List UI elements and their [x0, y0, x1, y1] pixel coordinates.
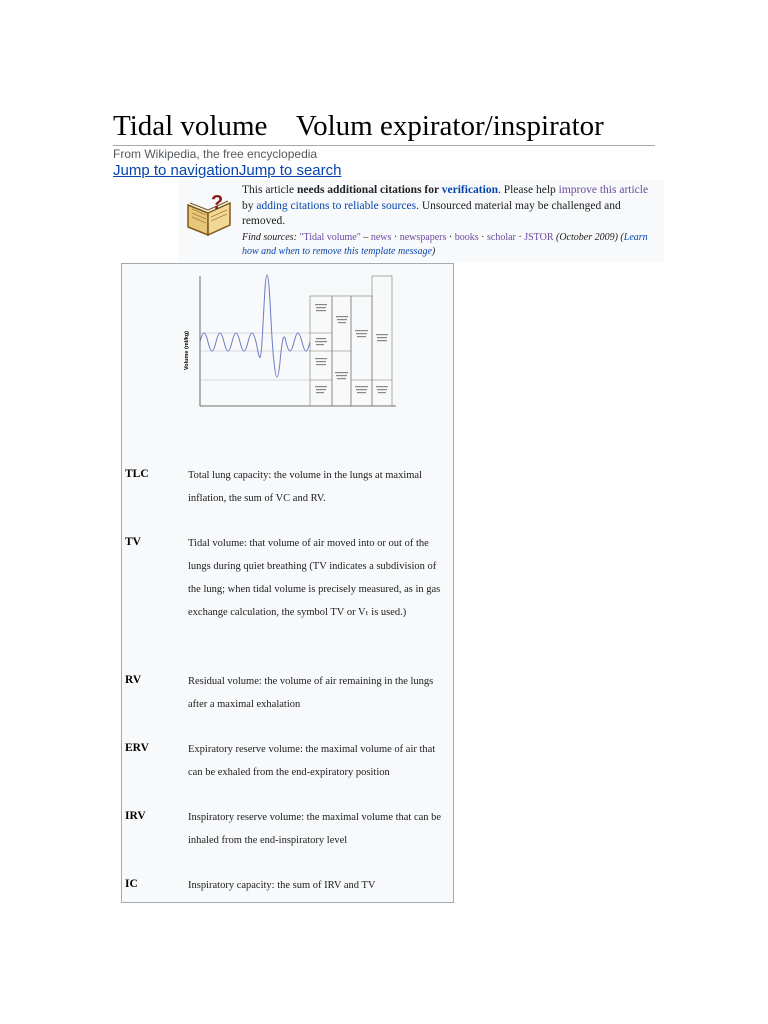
term-description: Residual volume: the volume of air remaining in the lungs after a maximal exhalation: [188, 676, 434, 710]
term-abbreviation: ERV: [125, 742, 149, 754]
notice-text: ): [431, 245, 436, 257]
diagram-ylabel: Volume (ml/kg): [184, 330, 190, 370]
jump-to-search-link[interactable]: Jump to search: [238, 162, 342, 179]
term-description: Inspiratory capacity: the sum of IRV and TV: [188, 880, 376, 891]
verification-link[interactable]: verification: [441, 184, 498, 196]
notice-text: . Unsourced material may be challenged and removed.: [242, 199, 621, 227]
term-description: Expiratory reserve volume: the maximal volume of air that can be exhaled from the end-expiratory position: [188, 744, 436, 778]
separator: ·: [478, 231, 487, 243]
notice-text: by: [242, 199, 257, 212]
separator: ·: [515, 231, 525, 243]
term-abbreviation: RV: [125, 674, 142, 686]
separator: ·: [446, 231, 455, 243]
term-abbreviation: TLC: [125, 468, 149, 480]
books-link[interactable]: books: [454, 231, 479, 243]
term-abbreviation: IC: [125, 878, 138, 890]
term-description: Tidal volume: that volume of air moved into or out of the lungs during quiet breathing (TV indicates a subdivision of the lung; when tidal volume is precisely measured, as in gas exchange calculation, the symbol TV or Vₜ is used.): [188, 538, 441, 618]
svg-text:?: ?: [211, 192, 224, 214]
term-description: Total lung capacity: the volume in the lungs at maximal inflation, the sum of VC and RV.: [188, 470, 422, 504]
notice-text: . Please help: [497, 184, 559, 196]
term-description: Inspiratory reserve volume: the maximal volume that can be inhaled from the end-inspiratory level: [188, 812, 442, 846]
notice-bold: needs additional citations for: [296, 184, 442, 196]
lung-volumes-diagram: [182, 270, 402, 412]
tidal-volume-search-link[interactable]: "Tidal volume": [299, 231, 361, 243]
term-abbreviation: IRV: [125, 810, 146, 822]
citation-notice-text: [242, 183, 660, 259]
separator: ·: [391, 231, 400, 243]
improve-article-link[interactable]: improve this article: [558, 184, 649, 196]
notice-text: This article: [242, 184, 297, 196]
find-sources-label: Find sources:: [242, 231, 300, 243]
learn-remove-link[interactable]: Learn how and when to remove this template message: [242, 231, 648, 257]
news-link[interactable]: news: [370, 231, 392, 243]
infobox: [121, 263, 454, 903]
term-abbreviation: TV: [125, 536, 141, 548]
find-sources: [242, 231, 660, 259]
jstor-link[interactable]: JSTOR: [524, 231, 554, 243]
jump-links: [113, 162, 341, 179]
newspapers-link[interactable]: newspapers: [399, 231, 447, 243]
date-text: (October 2009) (: [553, 231, 624, 243]
citation-notice: [178, 180, 664, 262]
separator: –: [360, 231, 371, 243]
adding-citations-link[interactable]: adding citations to reliable sources: [256, 199, 417, 212]
books-question-icon: [184, 191, 236, 239]
jump-to-navigation-link[interactable]: Jump to navigation: [113, 162, 239, 179]
tagline: From Wikipedia, the free encyclopedia: [113, 147, 318, 161]
page-title: Tidal volume Volum expirator/inspirator: [113, 108, 655, 146]
scholar-link[interactable]: scholar: [486, 231, 516, 243]
